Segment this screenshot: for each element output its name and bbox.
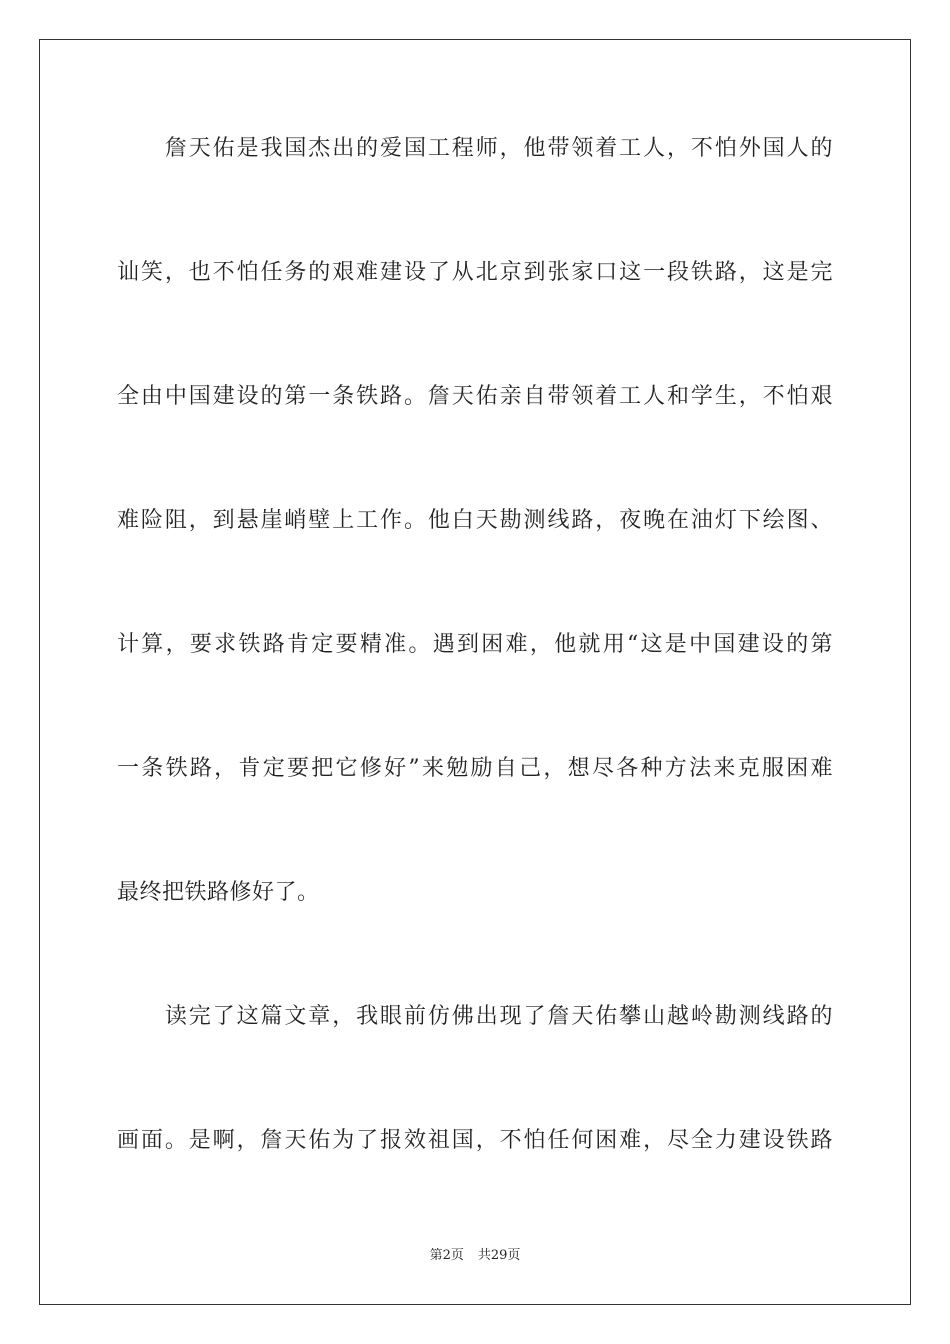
page-number: 第2页	[429, 1248, 464, 1263]
page-footer	[0, 1247, 950, 1265]
paragraph-1-line-1: 詹天佑是我国杰出的爱国工程师，他带领着工人，不怕外国人的	[117, 136, 833, 161]
paragraph-1-line-2: 讪笑，也不怕任务的艰难建设了从北京到张家口这一段铁路，这是完	[117, 260, 833, 285]
paragraph-1-line-4: 难险阻，到悬崖峭壁上工作。他白天勘测线路，夜晚在油灯下绘图、	[117, 508, 833, 533]
paragraph-1-line-3: 全由中国建设的第一条铁路。詹天佑亲自带领着工人和学生，不怕艰	[117, 384, 833, 409]
paragraph-1-line-6: 一条铁路，肯定要把它修好”来勉励自己，想尽各种方法来克服困难	[117, 756, 833, 781]
paragraph-2-line-1: 读完了这篇文章，我眼前仿佛出现了詹天佑攀山越岭勘测线路的	[117, 1004, 833, 1029]
paragraph-1-line-7: 最终把铁路修好了。	[117, 880, 320, 905]
paragraph-2-line-2: 画面。是啊，詹天佑为了报效祖国，不怕任何困难，尽全力建设铁路	[117, 1128, 833, 1153]
paragraph-1-line-5: 计算，要求铁路肯定要精准。遇到困难，他就用“这是中国建设的第	[117, 632, 833, 657]
page-border	[39, 39, 911, 1305]
page-total: 共29页	[477, 1248, 521, 1263]
